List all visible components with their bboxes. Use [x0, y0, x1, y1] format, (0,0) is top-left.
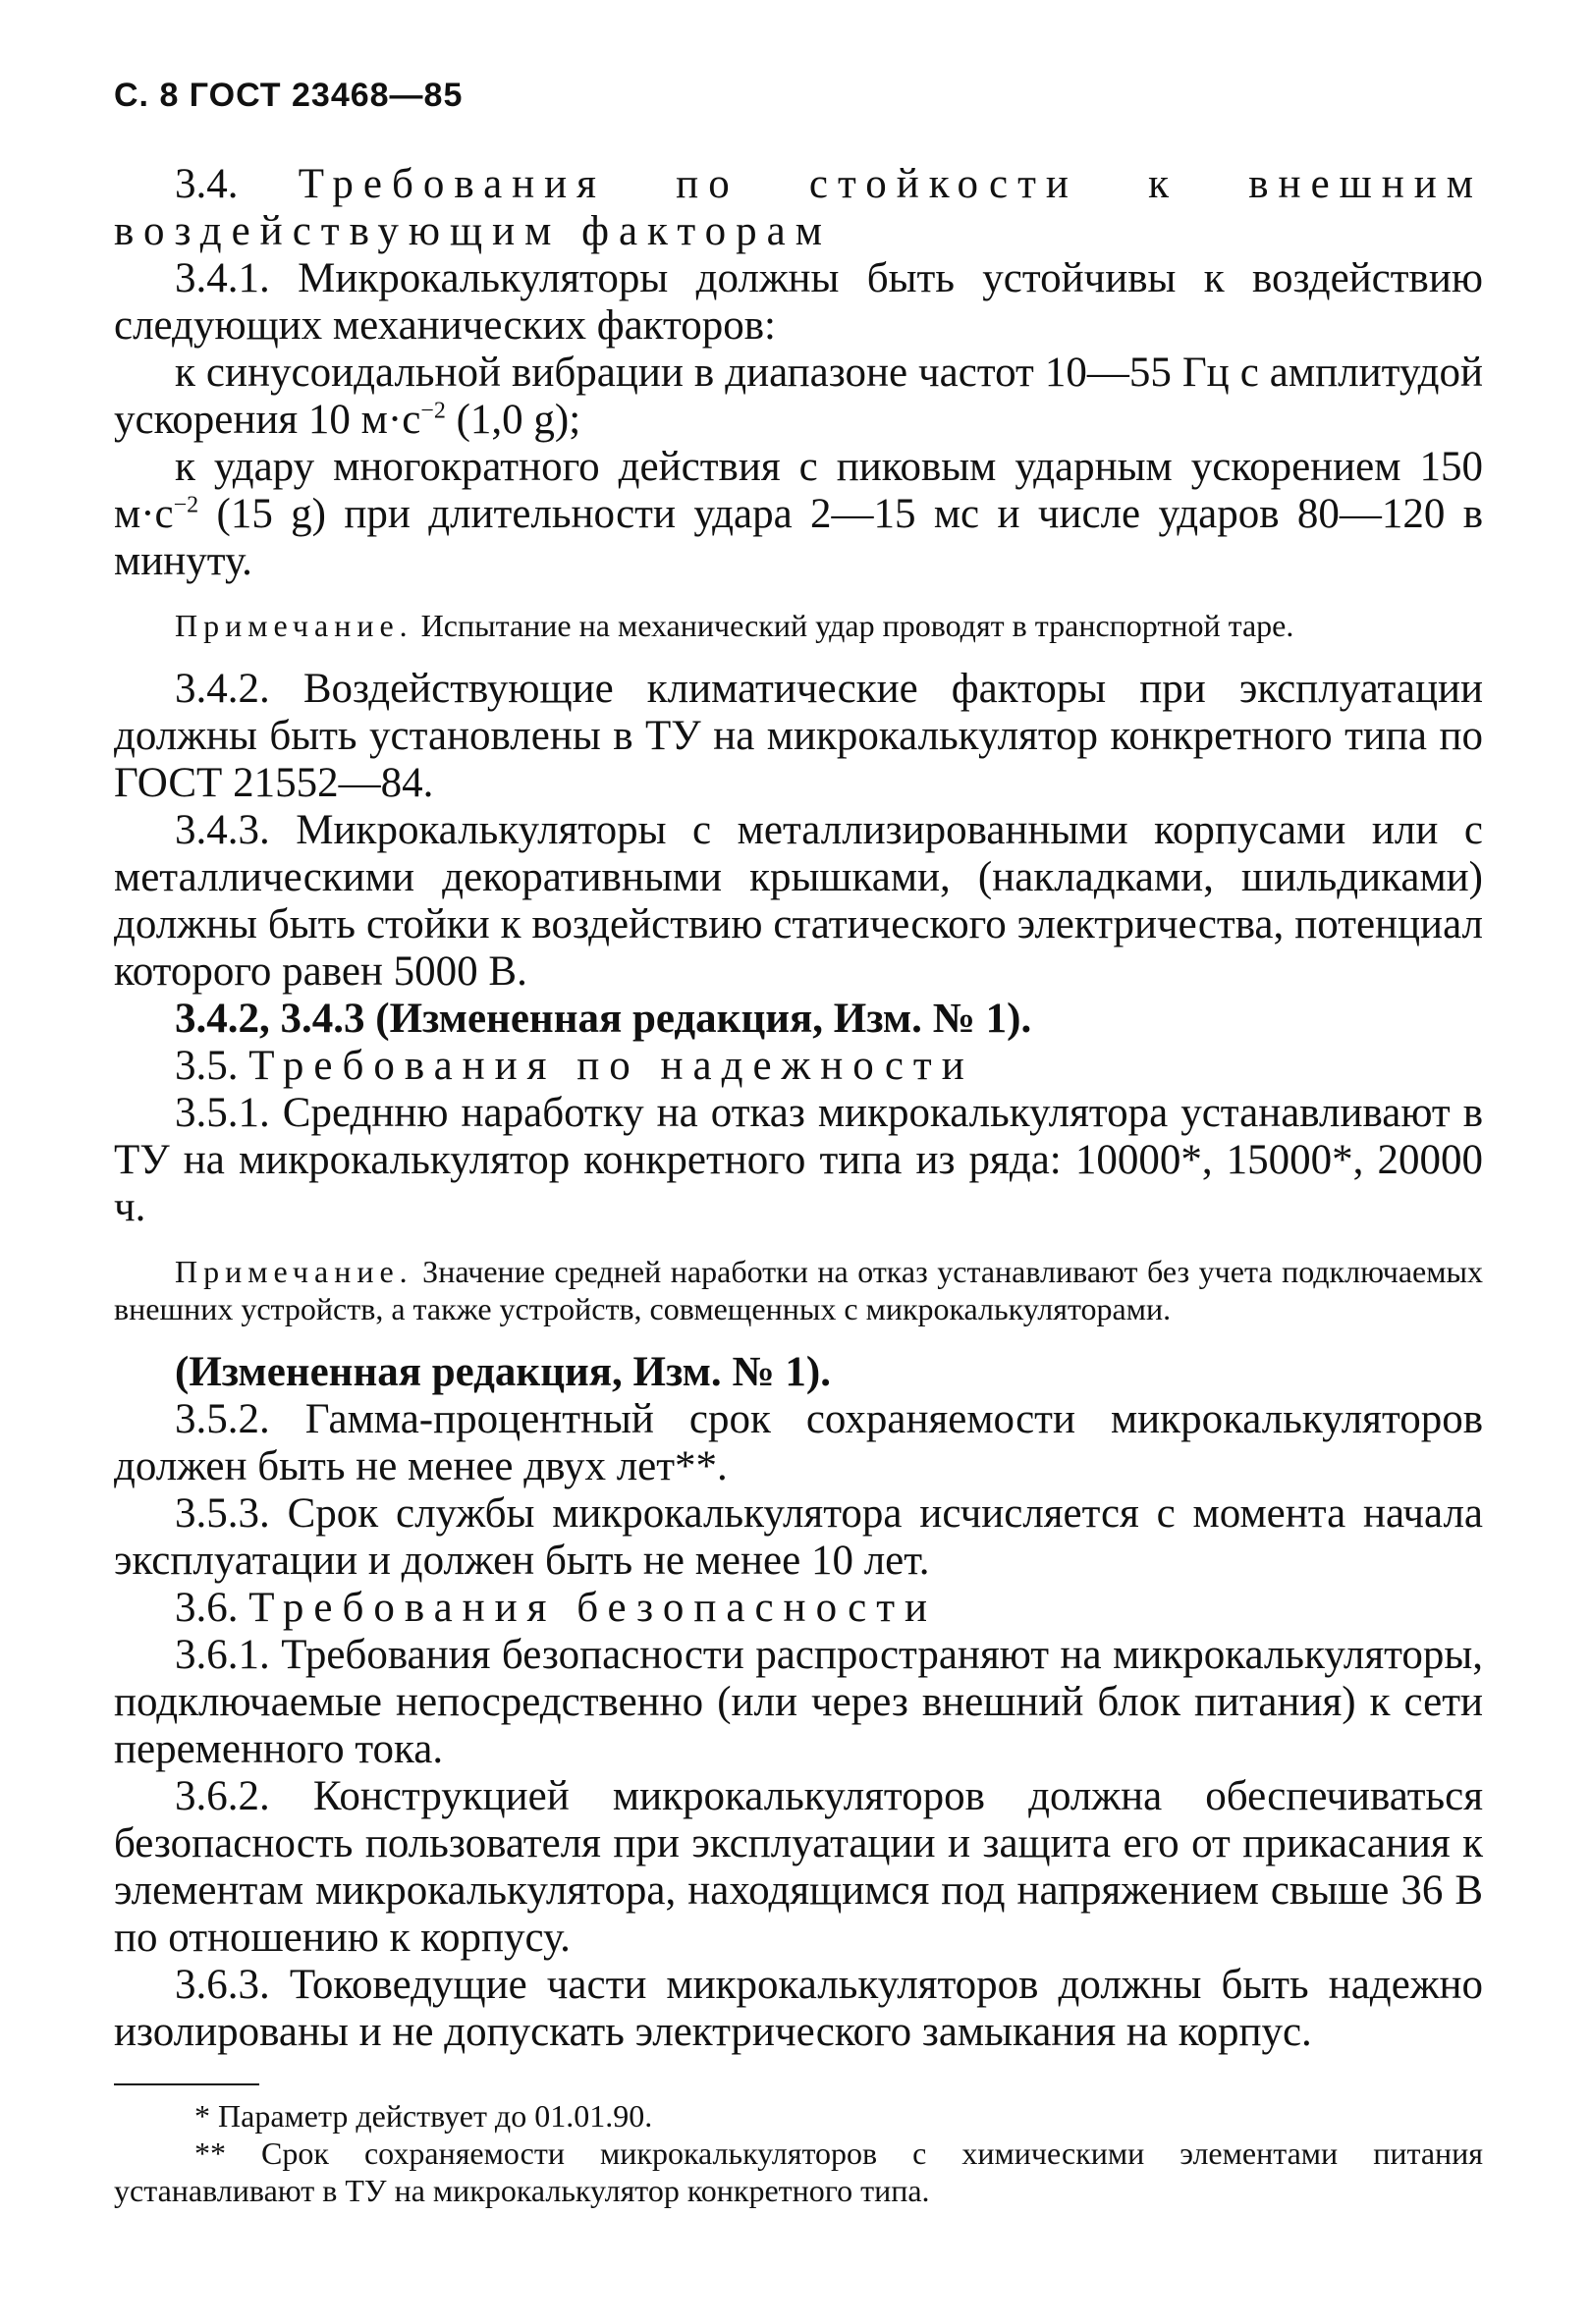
footnote-1: * Параметр действует до 01.01.90.: [194, 2098, 653, 2134]
paragraph-3-5-3: 3.5.3. Срок службы микрокалькулятора исчисляется с момента начала эксплуатации и должен быть не менее 10 лет.: [114, 1490, 1483, 1584]
section-3-4-heading: [114, 161, 1483, 255]
paragraph-vibration: к синусоидальной вибрации в диапазоне частот 10—55 Гц с амплитудой ускорения 10 $м\cdot с^{-2}$ (1,0 g);: [114, 350, 1483, 443]
note-label: Примечание.: [175, 1254, 413, 1289]
paragraph-shock: к удару многократного действия с пиковым ударным ускорением 150 $м\cdot с^{-2}$ (15 g) при длительности удара 2—15 мс и числе ударов 80—120 в минуту.: [114, 444, 1483, 584]
paragraph-3-5-1: 3.5.1. Среднню наработку на отказ микрокалькулятора устанавливают в ТУ на микрокалькулятор конкретного типа из ряда: 10000*, 15000*, 20000 ч.: [114, 1090, 1483, 1230]
page-header: С. 8 ГОСТ 23468—85: [114, 77, 464, 114]
amendment-note-2: (Измененная редакция, Изм. № 1).: [175, 1349, 831, 1395]
paragraph-3-4-3: 3.4.3. Микрокалькуляторы с металлизированными корпусами или с металлическими декоративными крышками, (накладками, шильдиками) должны быть стойки к воздействию статического электричества, потенциал которого равен 5000 В.: [114, 807, 1483, 995]
footnote-2: ** Срок сохраняемости микрокалькуляторов с химическими элементами питания устанавливают в ТУ на микрокалькулятор конкретного типа.: [114, 2135, 1483, 2208]
amendment-note-1: 3.4.2, 3.4.3 (Измененная редакция, Изм. № 1).: [175, 996, 1032, 1042]
section-title: Требования безопасности: [248, 1585, 938, 1631]
paragraph-3-6-1: 3.6.1. Требования безопасности распространяют на микрокалькуляторы, подключаемые непосредственно (или через внешний блок питания) к сети переменного тока.: [114, 1632, 1483, 1772]
document-body: [114, 161, 1483, 2209]
paragraph-3-4-2: 3.4.2. Воздействующие климатические факторы при эксплуатации должны быть установлены в ТУ на микрокалькулятор конкретного типа по ГОСТ 21552—84.: [114, 666, 1483, 806]
paragraph-3-4-1: 3.4.1. Микрокалькуляторы должны быть устойчивы к воздействию следующих механических факторов:: [114, 255, 1483, 349]
section-title: Требования по надежности: [248, 1043, 974, 1089]
note-mtbf: Примечание. Значение средней наработки на отказ устанавливают без учета подключаемых внешних устройств, а также устройств, совмещенных с микрокалькуляторами.: [114, 1254, 1483, 1326]
footnote-divider: [114, 2083, 259, 2085]
section-title: Требования по стойкости к внешним воздействующим факторам: [114, 161, 1483, 254]
paragraph-3-5-2: 3.5.2. Гамма-процентный срок сохраняемости микрокалькуляторов должен быть не менее двух лет**.: [114, 1396, 1483, 1489]
section-number: 3.4.: [175, 161, 239, 207]
paragraph-3-6-3: 3.6.3. Токоведущие части микрокалькуляторов должны быть надежно изолированы и не допускать электрического замыкания на корпус.: [114, 1962, 1483, 2055]
section-number: 3.5.: [175, 1043, 239, 1089]
section-3-5-heading: [114, 1043, 1483, 1090]
exponent: −2: [420, 398, 446, 424]
section-number: 3.6.: [175, 1585, 239, 1631]
note-shock-test: Примечание. Испытание на механический удар проводят в транспортной таре.: [175, 608, 1294, 643]
exponent: −2: [173, 492, 199, 518]
note-label: Примечание.: [175, 608, 413, 643]
section-3-6-heading: [114, 1585, 1483, 1632]
paragraph-3-6-2: 3.6.2. Конструкцией микрокалькуляторов должна обеспечиваться безопасность пользователя при эксплуатации и защита его от прикасания к элементам микрокалькулятора, находящимся под напряжением свыше 36 В по отношению к корпусу.: [114, 1773, 1483, 1961]
